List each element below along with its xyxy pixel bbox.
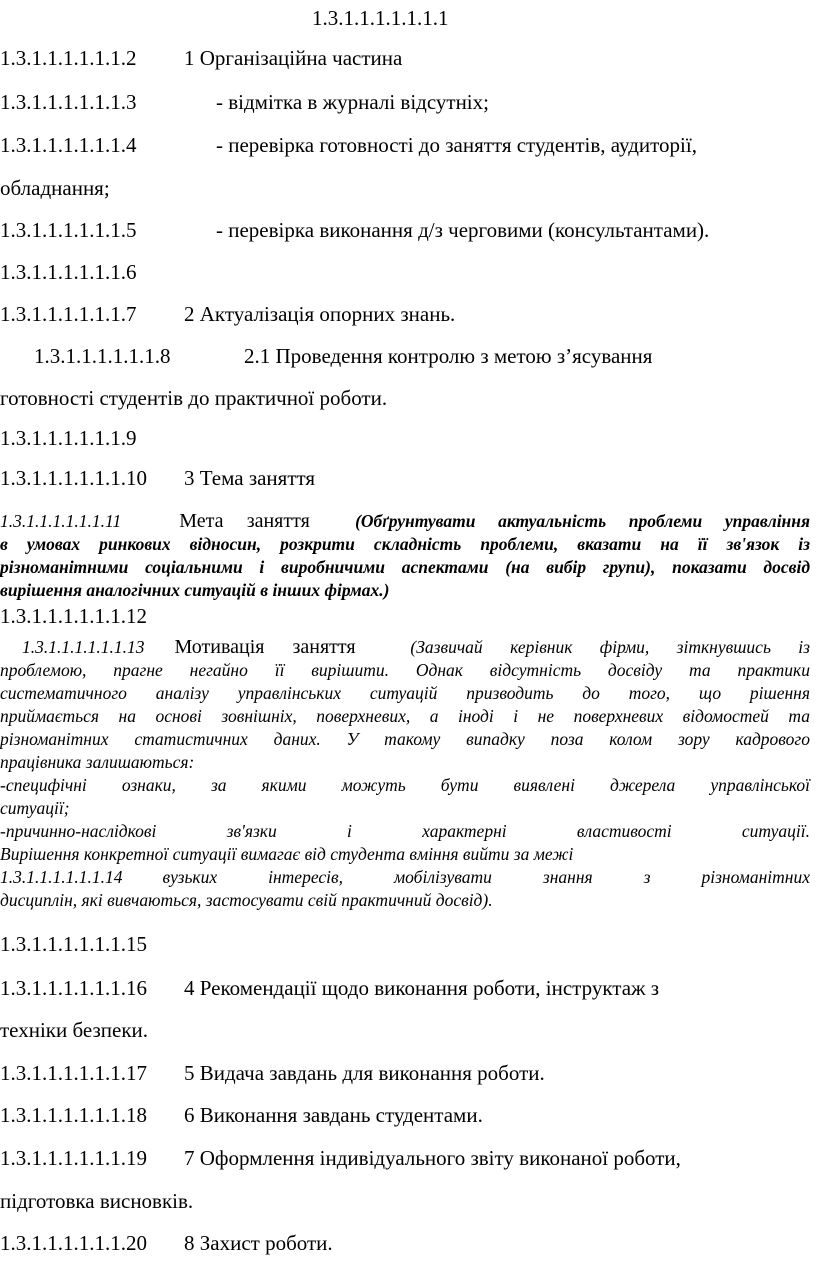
goal-block [0,510,810,602]
item-19 [0,1146,681,1170]
item-8 [34,344,652,368]
heading-number: 1.3.1.1.1.1.1.1.1 [312,6,449,30]
item-7-text: 2 Актуалізація опорних знань. [184,302,456,326]
goal-row-2: в умовах ринкових відносин, розкрити складність проблеми, вказати на її зв'язок із [0,534,810,554]
motivation-row-4: приймається на основі зовнішніх, поверхневих, а іноді і не поверхневих відомостей та [0,706,810,726]
item-18 [0,1103,483,1127]
motivation-row-9: -причинно-наслідкові зв'язки і характерні властивості ситуації. [0,821,810,841]
item-15: 1.3.1.1.1.1.1.1.15 [0,932,147,956]
item-16-continuation: техніки безпеки. [0,1018,149,1042]
item-4-continuation: обладнання; [0,176,110,200]
item-10-text: 3 Тема заняття [184,466,316,490]
item-12: 1.3.1.1.1.1.1.1.12 [0,604,147,628]
motivation-row-5: різноманітних статистичних даних. У такому випадку поза колом зору кадрового [0,729,810,749]
item-7 [0,302,455,326]
goal-row-1 [0,510,810,533]
item-19-text: 7 Оформлення індивідуального звіту виконаної роботи, [184,1146,681,1170]
item-17-number: 1.3.1.1.1.1.1.1.17 [0,1061,147,1085]
item-4-number: 1.3.1.1.1.1.1.1.4 [0,133,137,157]
item-7-number: 1.3.1.1.1.1.1.1.7 [0,302,137,326]
item-3-number: 1.3.1.1.1.1.1.1.3 [0,90,137,114]
item-17-text: 5 Видача завдань для виконання роботи. [184,1061,545,1085]
item-4 [0,133,697,157]
item-10-number: 1.3.1.1.1.1.1.1.10 [0,466,147,490]
item-9: 1.3.1.1.1.1.1.1.9 [0,426,137,450]
item-16-number: 1.3.1.1.1.1.1.1.16 [0,976,147,1000]
goal-label: Мета заняття [179,510,310,532]
item-8-text: 2.1 Проведення контролю з метою з’ясування [244,344,653,368]
item-20-text: 8 Захист роботи. [184,1231,333,1255]
motivation-block [0,636,810,912]
motivation-text-1: (Зазвичай керівник фірми, зіткнувшись із [410,637,811,657]
item-19-continuation: підготовка висновків. [0,1189,194,1213]
item-19-number: 1.3.1.1.1.1.1.1.19 [0,1146,147,1170]
item-4-text: - перевірка готовності до заняття студентів, аудиторії, [216,133,697,157]
goal-text-1: (Обґрунтувати актуальність проблеми управління [355,511,811,531]
item-8-continuation: готовності студентів до практичної роботи. [0,386,388,410]
item-20-number: 1.3.1.1.1.1.1.1.20 [0,1231,147,1255]
item-2-text: 1 Організаційна частина [184,46,403,70]
motivation-row-10: Вирішення конкретної ситуації вимагає від студента вміння вийти за межі [0,844,574,864]
item-16 [0,976,659,1000]
motivation-row-1 [0,636,810,659]
motivation-row-3: систематичного аналізу управлінських ситуацій призводить до того, що рішення [0,683,810,703]
item-10 [0,466,315,490]
motivation-row-12: дисциплін, які вивчаються, застосувати свій практичний досвід). [0,890,493,910]
item-18-number: 1.3.1.1.1.1.1.1.18 [0,1103,147,1127]
item-17 [0,1061,545,1085]
motivation-row-11 [0,866,810,889]
motivation-row-6: працівника залишаються: [0,752,195,772]
item-18-text: 6 Виконання завдань студентами. [184,1103,483,1127]
item-2 [0,46,402,70]
item-6: 1.3.1.1.1.1.1.1.6 [0,260,137,284]
motivation-text-11: вузьких інтересів, мобілізувати знання з різноманітних [162,867,810,887]
motivation-row-2: проблемою, прагне негайно її вирішити. Однак відсутність досвіду та практики [0,660,810,680]
item-3-text: - відмітка в журналі відсутніх; [216,90,489,114]
motivation-row-7: -специфічні ознаки, за якими можуть бути виявлені джерела управлінської [0,775,810,795]
item-2-number: 1.3.1.1.1.1.1.1.2 [0,46,137,70]
item-5-text: - перевірка виконання д/з черговими (консультантами). [216,218,710,242]
item-3 [0,90,489,114]
goal-number: 1.3.1.1.1.1.1.1.11 [0,511,122,531]
goal-row-4: вирішення аналогічних ситуацій в інших фірмах.) [0,580,390,600]
item-20 [0,1231,333,1255]
goal-row-3: різноманітними соціальними і виробничими аспектами (на вибір групи), показати досвід [0,557,810,577]
motivation-number-14: 1.3.1.1.1.1.1.1.14 [0,867,123,887]
motivation-number: 1.3.1.1.1.1.1.1.13 [22,637,145,657]
item-16-text: 4 Рекомендації щодо виконання роботи, інструктаж з [184,976,660,1000]
motivation-label: Мотивація заняття [174,636,356,658]
item-8-number: 1.3.1.1.1.1.1.1.8 [34,344,171,368]
item-5 [0,218,709,242]
item-5-number: 1.3.1.1.1.1.1.1.5 [0,218,137,242]
motivation-row-8: ситуації; [0,798,70,818]
